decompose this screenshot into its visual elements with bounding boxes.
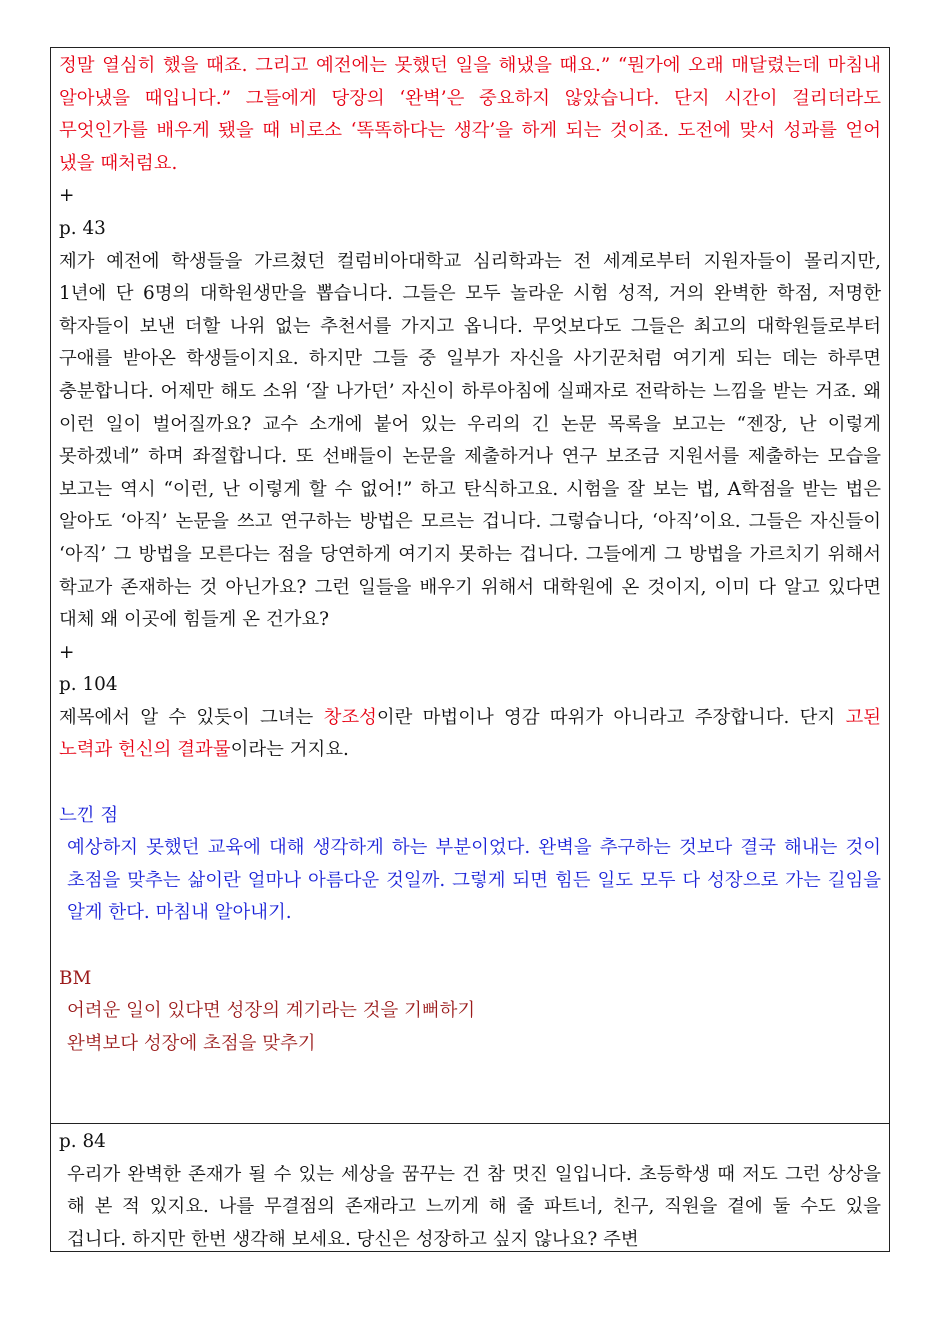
- reflection-text: 예상하지 못했던 교육에 대해 생각하게 하는 부분이었다. 완벽을 추구하는 것보다 결국 해내는 것이 초점을 맞추는 삶이란 얼마나 아름다운 것일까. 그렇게 되면 힘든 일도 모두 다 성장으로 가는 길임을 알게 한다. 마침내 알아내기.: [67, 837, 881, 924]
- text-span: 이란 마법이나 영감 따위가 아니라고 주장합니다. 단지: [376, 706, 846, 728]
- bm-heading: BM: [59, 967, 92, 989]
- quote-paragraph: 제가 예전에 학생들을 가르쳤던 컬럼비아대학교 심리학과는 전 세계로부터 지원자들이 몰리지만, 1년에 단 6명의 대학원생만을 뽑습니다. 그들은 모두 놀라운 시험 성적, 거의 완벽한 학점, 저명한 학자들이 보낸 더할 나위 없는 추천서를 가지고 옵니다. 무엇보다도 그들은 최고의 대학원들로부터 구애를 받아온 학생들이지요. 하지만 그들 중 일부가 자신을 사기꾼처럼 여기게 되는 데는 하루면 충분합니다. 어제만 해도 소위 ‘잘 나가던’ 자신이 하루아침에 실패자로 전락하는 느낌을 받는 거죠. 왜 이런 일이 벌어질까요? 교수 소개에 붙어 있는 우리의 긴 논문 목록을 보고는 “젠장, 난 이렇게 못하겠네” 하며 좌절합니다. 또 선배들이 논문을 제출하거나 연구 보조금 지원서를 제출하는 모습을 보고는 역시 “이런, 난 이렇게 할 수 없어!” 하고 탄식하고요. 시험을 잘 보는 법, A학점을 받는 법은 알아도 ‘아직’ 논문을 쓰고 연구하는 방법은 모르는 겁니다. 그렇습니다, ‘아직’이요. 그들은 자신들이 ‘아직’ 그 방법을 모른다는 점을 당연하게 여기지 못하는 겁니다. 그들에게 그 방법을 가르치기 위해서 학교가 존재하는 것 아닌가요? 그런 일들을 배우기 위해서 대학원에 온 것이지, 이미 다 알고 있다면 대체 왜 이곳에 힘들게 온 건가요?: [59, 250, 881, 631]
- text-span: 제목에서 알 수 있듯이 그녀는: [59, 706, 324, 728]
- highlight-text: 창조성: [323, 706, 377, 728]
- blank-line: [59, 930, 881, 963]
- quote-paragraph: 우리가 완벽한 존재가 될 수 있는 세상을 꿈꾸는 건 참 멋진 일입니다. 초등학생 때 저도 그런 상상을 해 본 적 있지요. 나를 무결점의 존재라고 느끼게 해 줄 파트너, 친구, 직원을 곁에 둘 수도 있을 겁니다. 하지만 한번 생각해 보세요. 당신은 성장하고 싶지 않나요? 주변: [67, 1163, 881, 1250]
- separator-plus: +: [59, 641, 75, 663]
- separator-plus: +: [59, 185, 75, 207]
- highlight-text: 고된 노력과 헌신의 결과물: [59, 706, 881, 761]
- document-page: [50, 47, 890, 1252]
- reflection-heading: 느낀 점: [59, 804, 119, 826]
- bm-item: 완벽보다 성장에 초점을 맞추기: [67, 1032, 316, 1054]
- bm-item: 어려운 일이 있다면 성장의 계기라는 것을 기뻐하기: [67, 1000, 476, 1022]
- page-reference: p. 104: [59, 674, 118, 696]
- page-reference: p. 43: [59, 217, 106, 239]
- quote-paragraph-highlighted: [59, 702, 881, 767]
- intro-quote-paragraph: 정말 열심히 했을 때죠. 그리고 예전에는 못했던 일을 해냈을 때요.” “뭔가에 오래 매달렸는데 마침내 알아냈을 때입니다.” 그들에게 당장의 ‘완벽’은 중요하지 않았습니다. 단지 시간이 걸리더라도 무엇인가를 배우게 됐을 때 비로소 ‘똑똑하다는 생각’을 하게 되는 것이죠. 도전에 맞서 성과를 얻어 냈을 때처럼요.: [59, 55, 881, 174]
- blank-line: [59, 767, 881, 800]
- page-reference: p. 84: [59, 1131, 106, 1152]
- text-span: 이라는 거지요.: [230, 739, 349, 761]
- note-block-1: [50, 47, 890, 1124]
- note-block-2: [50, 1124, 890, 1252]
